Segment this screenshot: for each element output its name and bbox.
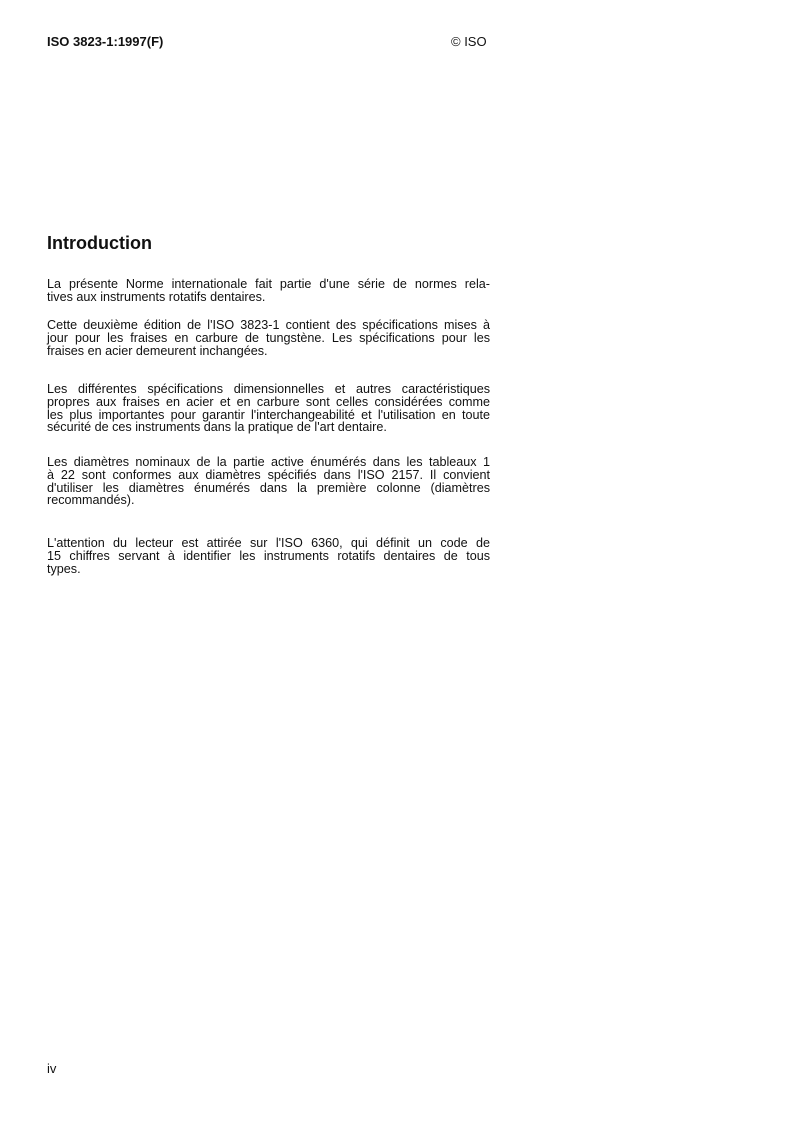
text-line: d'utiliser les diamètres énumérés dans la première colonne (diamètres	[47, 480, 490, 495]
text-line: fraises en acier demeurent inchangées.	[47, 343, 268, 358]
text-line: les plus importantes pour garantir l'interchangeabilité et l'utilisation en toute	[47, 407, 490, 422]
paragraph	[47, 537, 490, 575]
text-line: à 22 sont conformes aux diamètres spécifiés dans l'ISO 2157. Il convient	[47, 467, 490, 482]
text-line: jour pour les fraises en carbure de tungstène. Les spécifications pour les	[47, 330, 490, 345]
paragraph	[47, 319, 490, 357]
paragraph	[47, 456, 490, 507]
section-heading: Introduction	[47, 233, 152, 253]
text-line: sécurité de ces instruments dans la pratique de l'art dentaire.	[47, 420, 387, 435]
document-id: ISO 3823-1:1997(F)	[47, 34, 164, 49]
paragraph	[47, 278, 490, 304]
text-line: Les différentes spécifications dimensionnelles et autres caractéristiques	[47, 382, 490, 396]
text-line: 15 chiffres servant à identifier les instruments rotatifs dentaires de tous	[47, 548, 490, 563]
text-line: types.	[47, 561, 81, 576]
text-line: recommandés).	[47, 493, 135, 508]
text-line: Les diamètres nominaux de la partie active énumérés dans les tableaux 1	[47, 455, 490, 469]
text-line: Cette deuxième édition de l'ISO 3823-1 contient des spécifications mises à	[47, 318, 490, 332]
text-line: La présente Norme internationale fait partie d'une série de normes rela-	[47, 277, 490, 291]
copyright-notice: © ISO	[451, 34, 487, 49]
paragraph	[47, 383, 490, 434]
text-line: propres aux fraises en acier et en carbure sont celles considérées comme	[47, 394, 490, 409]
page-number: iv	[47, 1061, 57, 1076]
text-line: tives aux instruments rotatifs dentaires.	[47, 289, 266, 304]
text-line: L'attention du lecteur est attirée sur l'ISO 6360, qui définit un code de	[47, 536, 490, 550]
